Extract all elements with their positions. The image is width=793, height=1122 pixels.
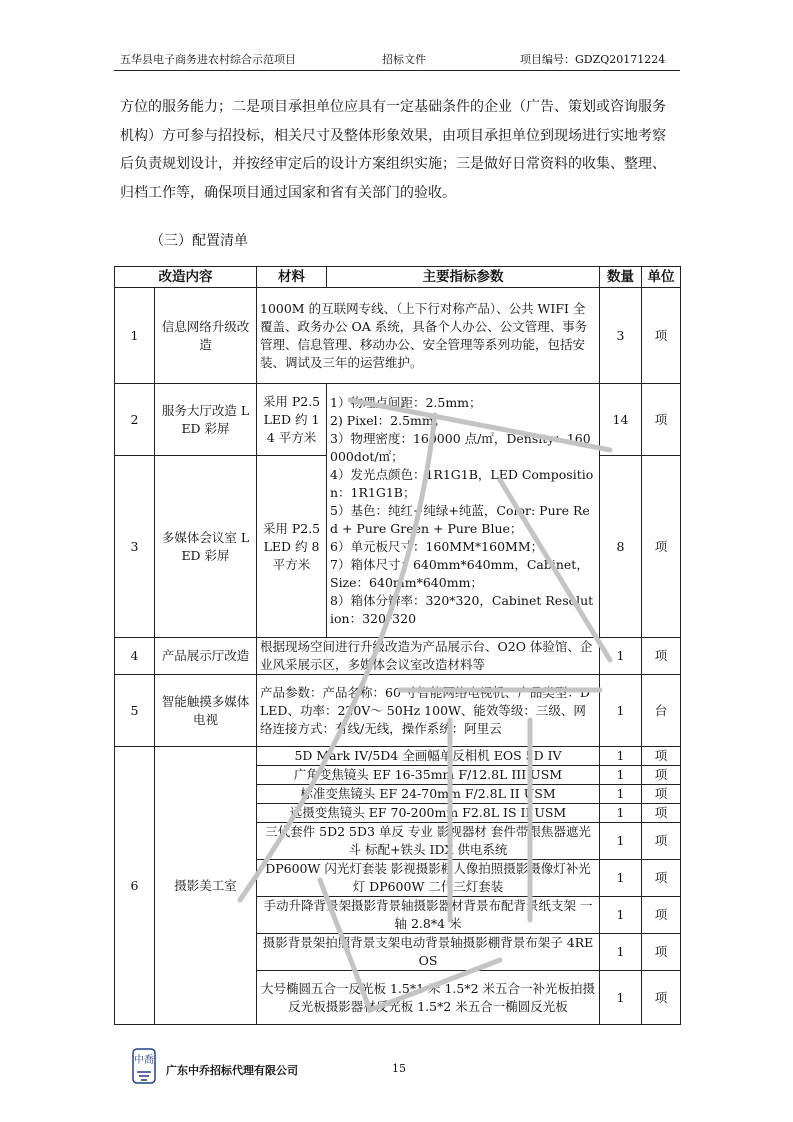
footer-company-name: 广东中乔招标代理有限公司 bbox=[166, 1064, 298, 1077]
photo-item-qty: 1 bbox=[600, 766, 642, 785]
row-item: 智能触摸多媒体电视 bbox=[155, 675, 257, 747]
row-unit: 台 bbox=[642, 675, 681, 747]
photo-item-unit: 项 bbox=[642, 804, 681, 823]
photo-item-desc: 远摄变焦镜头 EF 70-200mm F2.8L IS II USM bbox=[257, 804, 600, 823]
row-material: 采用 P2.5LED 约 14 平方米 bbox=[257, 384, 327, 456]
row-number: 2 bbox=[115, 384, 155, 456]
row-number: 5 bbox=[115, 675, 155, 747]
row-unit: 项 bbox=[642, 638, 681, 675]
paragraph-line: 归档工作等，确保项目通过国家和省有关部门的验收。 bbox=[120, 184, 456, 201]
row-item: 摄影美工室 bbox=[155, 747, 257, 1025]
photo-item-desc: 5D Mark IV/5D4 全画幅单反相机 EOS 5D IV bbox=[257, 747, 600, 766]
led-param-line: 5）基色：纯红+纯绿+纯蓝，Color: Pure Red + Pure Green + Pure Blue； bbox=[330, 502, 590, 536]
row-number: 3 bbox=[115, 456, 155, 638]
config-table bbox=[114, 266, 681, 1025]
led-param-line: 8）箱体分辨率：320*320，Cabinet Resolution：320*320 bbox=[330, 592, 594, 626]
table-row bbox=[115, 288, 681, 384]
row-number: 4 bbox=[115, 638, 155, 675]
photo-item-unit: 项 bbox=[642, 785, 681, 804]
row-params: 产品参数：产品名称：60 寸智能网络电视机、产品类型：DLED、功率：220V～ 50Hz 100W、能效等级：三级、网络连接方式：有线/无线，操作系统：阿里云 bbox=[257, 675, 600, 747]
row-unit: 项 bbox=[642, 456, 681, 638]
page-footer bbox=[114, 1048, 680, 1084]
row-params: 根据现场空间进行升级改造为产品展示台、O2O 体验馆、企业风采展示区，多媒体会议室改造材料等 bbox=[257, 638, 600, 675]
photo-item-qty: 1 bbox=[600, 934, 642, 971]
led-param-line: 4）发光点颜色：1R1G1B，LED Composition：1R1G1B； bbox=[330, 466, 594, 500]
paragraph-line: 方位的服务能力；二是项目承担单位应具有一定基础条件的企业（广告、策划或咨询服务 bbox=[120, 99, 666, 115]
photo-item-qty: 1 bbox=[600, 747, 642, 766]
photo-item-qty: 1 bbox=[600, 823, 642, 860]
row-qty: 1 bbox=[600, 675, 642, 747]
photo-item-unit: 项 bbox=[642, 766, 681, 785]
paragraph-line: 机构）方可参与招投标，相关尺寸及整体形象效果，由项目承担单位到现场进行实地考察 bbox=[120, 127, 666, 144]
logo-text: 中喬 bbox=[134, 1055, 154, 1066]
paragraph-line: 后负责规划设计，并按经审定后的设计方案组织实施；三是做好日常资料的收集、整理、 bbox=[120, 156, 666, 172]
row-unit: 项 bbox=[642, 384, 681, 456]
row-material: 采用 P2.5LED 约 8 平方米 bbox=[257, 456, 327, 638]
row-number: 1 bbox=[115, 288, 155, 384]
table-row bbox=[115, 638, 681, 675]
led-param-line: 2) Pixel：2.5mm； bbox=[330, 412, 447, 428]
photo-item-desc: 三代套件 5D2 5D3 单反 专业 影视器材 套件带跟焦器遮光斗 标配+铁头 IDX 供电系统 bbox=[257, 823, 600, 860]
row-qty: 14 bbox=[600, 384, 642, 456]
photo-item-qty: 1 bbox=[600, 897, 642, 934]
photo-item-desc: 广角变焦镜头 EF 16-35mm F/12.8L III USM bbox=[257, 766, 600, 785]
row-item: 多媒体会议室 LED 彩屏 bbox=[155, 456, 257, 638]
row-unit: 项 bbox=[642, 288, 681, 384]
led-params-cell bbox=[327, 384, 600, 638]
table-header-row bbox=[115, 267, 681, 288]
header-item: 改造内容 bbox=[115, 267, 257, 288]
led-param-line: 7）箱体尺寸：640mm*640mm，Cabinet，Size：640mm*640mm； bbox=[330, 556, 589, 590]
page-header bbox=[114, 51, 680, 69]
header-qty: 数量 bbox=[600, 267, 642, 288]
row-qty: 8 bbox=[600, 456, 642, 638]
page-number: 15 bbox=[392, 1062, 406, 1075]
header-project-number: 项目编号：GDZQ20171224 bbox=[520, 53, 666, 66]
row-item: 信息网络升级改造 bbox=[155, 288, 257, 384]
photo-item-unit: 项 bbox=[642, 934, 681, 971]
table-row bbox=[115, 675, 681, 747]
header-project-name: 五华县电子商务进农村综合示范项目 bbox=[120, 53, 296, 66]
photo-item-desc: 标准变焦镜头 EF 24-70mm F/2.8L II USM bbox=[257, 785, 600, 804]
row-item: 产品展示厅改造 bbox=[155, 638, 257, 675]
photo-item-qty: 1 bbox=[600, 804, 642, 823]
photo-item-unit: 项 bbox=[642, 860, 681, 897]
photo-item-unit: 项 bbox=[642, 897, 681, 934]
led-param-line: 6）单元板尺寸：160MM*160MM； bbox=[330, 538, 544, 554]
photo-item-qty: 1 bbox=[600, 785, 642, 804]
photo-item-qty: 1 bbox=[600, 860, 642, 897]
header-unit: 单位 bbox=[642, 267, 681, 288]
header-doc-type: 招标文件 bbox=[382, 53, 426, 66]
header-rule bbox=[114, 70, 680, 71]
led-param-line: 3）物理密度：160000 点/㎡，Density：160000dot/㎡； bbox=[330, 430, 591, 464]
photo-item-unit: 项 bbox=[642, 747, 681, 766]
row-params: 1000M 的互联网专线、（上下行对称产品）、公共 WIFI 全覆盖、政务办公 OA 系统，具备个人办公、公文管理、事务管理、信息管理、移动办公、安全管理等系列功能，包括安装、调试及三年的运营维护。 bbox=[257, 288, 600, 384]
photo-item-qty: 1 bbox=[600, 971, 642, 1025]
photo-item-unit: 项 bbox=[642, 971, 681, 1025]
table-row bbox=[115, 747, 681, 766]
row-number: 6 bbox=[115, 747, 155, 1025]
photo-item-desc: 大号椭圆五合一反光板 1.5*1 米 1.5*2 米五合一补光板拍摄反光板摄影器材反光板 1.5*2 米五合一椭圆反光板 bbox=[257, 971, 600, 1025]
photo-item-desc: 摄影背景架拍照背景支架电动背景轴摄影棚背景布架子 4REOS bbox=[257, 934, 600, 971]
header-material: 材料 bbox=[257, 267, 327, 288]
photo-item-desc: 手动升降背景架摄影背景轴摄影器材背景布配背景纸支架 一轴 2.8*4 米 bbox=[257, 897, 600, 934]
table-row bbox=[115, 384, 681, 456]
row-qty: 3 bbox=[600, 288, 642, 384]
company-logo-icon bbox=[132, 1048, 156, 1084]
header-params: 主要指标参数 bbox=[327, 267, 600, 288]
body-paragraph bbox=[120, 93, 680, 207]
photo-item-unit: 项 bbox=[642, 823, 681, 860]
row-item: 服务大厅改造 LED 彩屏 bbox=[155, 384, 257, 456]
led-param-line: 1）物理点间距：2.5mm； bbox=[330, 394, 482, 410]
section-title: （三）配置清单 bbox=[150, 233, 248, 249]
photo-item-desc: DP600W 闪光灯套装 影视摄影棚人像拍照摄影摄像灯补光灯 DP600W 二代三灯套装 bbox=[257, 860, 600, 897]
row-qty: 1 bbox=[600, 638, 642, 675]
